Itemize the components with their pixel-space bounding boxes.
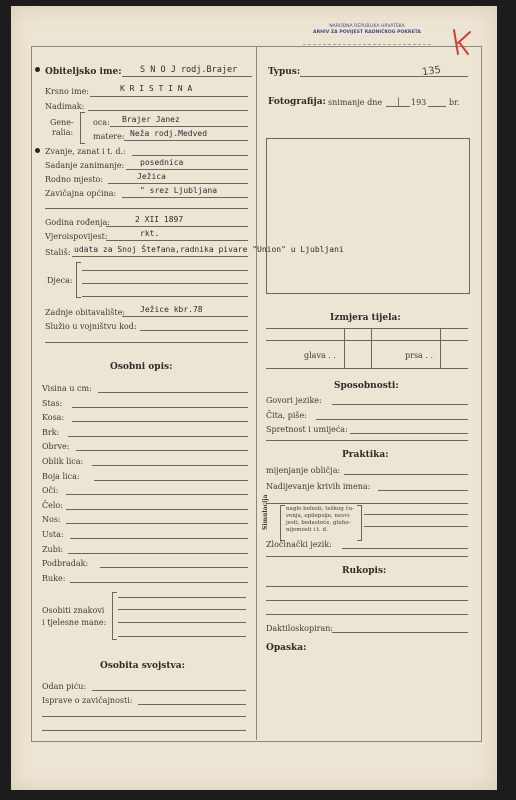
photo-date-sep: | — [397, 97, 400, 106]
personal-description-field-label: Zubi: — [42, 544, 64, 554]
last-residence-value: Ježice kbr.78 — [140, 305, 203, 314]
special-marks-line-2 — [118, 609, 246, 610]
abilities-field-label: Govori jezike: — [266, 396, 322, 405]
religion-value: rkt. — [140, 229, 160, 238]
abilities-line-end — [266, 440, 468, 441]
simulation-line-2 — [364, 526, 468, 527]
fingerprinted-line — [332, 632, 468, 633]
father-line — [110, 126, 248, 127]
personal-description-field-line — [100, 567, 248, 568]
measurements-vline-2 — [371, 328, 372, 368]
typus-line — [300, 76, 468, 77]
measurements-line-bot — [266, 368, 468, 369]
surname-value: S N O J rodj.Brajer — [140, 65, 238, 75]
punch-hole — [35, 148, 40, 153]
remark-label: Opaska: — [266, 643, 307, 653]
practices-line-2 — [266, 503, 468, 504]
special-marks-line-4 — [118, 636, 246, 637]
personal-description-field-label: Stas: — [42, 398, 63, 408]
military-label: Služio u vojništvu kod: — [45, 322, 137, 331]
birthplace-line — [108, 183, 248, 184]
personal-description-field-line — [72, 407, 248, 408]
occupation-label: Zvanje, zanat i t. d.: — [45, 147, 126, 156]
religion-line — [106, 240, 248, 241]
birth-year-value: 2 XII 1897 — [135, 215, 184, 224]
drinker-line — [92, 690, 246, 691]
nickname-label: Nadimak: — [45, 102, 85, 111]
personal-description-field-label: Brk: — [42, 427, 60, 437]
father-label: oca: — [93, 118, 110, 127]
drinker-label: Odan piću: — [42, 682, 87, 691]
simulation-label: Simulacija — [262, 494, 269, 530]
given-name-value: K R I S T I N A — [120, 84, 193, 93]
personal-description-field-line — [92, 465, 248, 466]
domicile-documents-line-1 — [138, 704, 246, 705]
disguise-line — [344, 474, 468, 475]
simulation-text-line: venja, epilepsije, nesvi- — [286, 513, 351, 519]
photo-label: Fotografija: — [268, 97, 326, 107]
personal-description-field-label: Kosa: — [42, 413, 65, 423]
photo-frame — [266, 138, 470, 294]
simulation-bracket-right — [357, 505, 362, 541]
false-names-label: Nadijevanje krivih imena: — [266, 482, 371, 491]
pencil-mark-k-icon — [450, 28, 474, 60]
special-properties-heading: Osobita svojstva: — [100, 661, 185, 671]
measurements-vline-3 — [440, 328, 441, 368]
generalia-label-1: Gene- — [50, 118, 74, 127]
typus-label: Typus: — [268, 67, 301, 77]
domicile-documents-line-2 — [42, 716, 246, 717]
measurements-line-mid — [266, 340, 468, 341]
personal-description-field-line — [72, 421, 248, 422]
given-name-label: Krsno ime: — [45, 87, 89, 96]
home-municipality-line-2 — [45, 208, 248, 209]
personal-description-field-line — [68, 436, 248, 437]
personal-description-field-label: Čelo: — [42, 500, 63, 510]
personal-description-field-line — [66, 523, 248, 524]
home-municipality-label: Zavičajna općina: — [45, 189, 117, 198]
surname-label: Obiteljsko ime: — [45, 67, 122, 77]
personal-description-field-line — [76, 450, 248, 451]
abilities-field-line — [332, 404, 468, 405]
mother-value: Neža rodj.Medved — [130, 129, 208, 138]
simulation-text-line: jesti, bedastoće, gluho- — [286, 520, 351, 526]
current-occupation-value: posednica — [140, 158, 184, 167]
personal-description-heading: Osobni opis: — [110, 362, 173, 372]
personal-description-field-label: Oči: — [42, 486, 59, 496]
punch-hole — [35, 67, 40, 72]
children-label: Djeca: — [47, 276, 73, 285]
special-marks-label-1: Osobiti znakovi — [42, 606, 105, 615]
special-marks-bracket — [112, 592, 117, 640]
measurements-heading: Izmjera tijela: — [330, 313, 401, 323]
disguise-label: mijenjanje obličja: — [266, 466, 341, 475]
marital-status-value: udata za Snoj Štefana,radnika pivare "Union" u Ljubljani — [74, 245, 344, 254]
birthplace-value: Ježica — [137, 172, 166, 181]
photo-year: 193 — [411, 98, 427, 107]
personal-description-field-label: Obrve: — [42, 442, 70, 452]
card-number: 135 — [421, 64, 442, 79]
handwriting-line-2 — [266, 600, 468, 601]
special-marks-line-3 — [118, 622, 246, 623]
photo-number-label: br. — [449, 98, 460, 107]
personal-description-field-line — [66, 509, 248, 510]
personal-description-field-label: Ruke: — [42, 573, 66, 583]
special-marks-line-1 — [118, 597, 246, 598]
personal-description-field-label: Nos: — [42, 515, 61, 525]
personal-description-field-line — [98, 392, 248, 393]
simulation-bracket-left — [280, 505, 285, 541]
simulation-text-line: nijemosti i t. d. — [286, 527, 328, 533]
military-line — [140, 330, 248, 331]
nickname-line — [88, 110, 248, 111]
personal-description-field-label: Boja lica: — [42, 471, 80, 481]
occupation-line — [132, 155, 248, 156]
chest-size-label: prsa . . — [405, 351, 433, 360]
children-bracket — [76, 262, 81, 298]
handwriting-line-3 — [266, 614, 468, 615]
generalia-label-2: ralia: — [52, 128, 74, 137]
personal-description-field-line — [66, 494, 248, 495]
abilities-field-line — [350, 433, 468, 434]
last-residence-line — [122, 316, 248, 317]
personal-description-field-label: Podbradak: — [42, 559, 89, 569]
criminal-language-line — [342, 548, 468, 549]
last-residence-label: Zadnje obitavalište: — [45, 308, 125, 317]
personal-description-field-line — [68, 553, 248, 554]
personal-description-field-line — [94, 480, 248, 481]
children-line-1 — [82, 270, 248, 271]
handwriting-heading: Rukopis: — [342, 566, 387, 576]
home-municipality-value: " srez Ljubljana — [140, 186, 218, 195]
birth-year-line — [106, 226, 248, 227]
abilities-field-label: Čita, piše: — [266, 410, 307, 420]
fingerprinted-label: Daktiloskopiran: — [266, 624, 334, 633]
simulation-text-line: naglo bolesti, teškog ču- — [286, 506, 354, 512]
marital-status-line — [72, 256, 248, 257]
surname-line — [122, 76, 252, 77]
personal-description-field-label: Usta: — [42, 530, 64, 539]
false-names-line — [378, 490, 468, 491]
simulation-text — [286, 506, 354, 534]
religion-label: Vjeroispovijest: — [45, 232, 108, 241]
domicile-documents-label: Isprave o zavičajnosti: — [42, 696, 133, 705]
abilities-field-line — [316, 419, 468, 420]
father-value: Brajer Janez — [122, 115, 180, 124]
abilities-field-label: Spretnost i umijeća: — [266, 425, 348, 434]
given-name-line — [90, 96, 248, 97]
home-municipality-line — [122, 197, 248, 198]
simulation-line-1 — [364, 514, 468, 515]
current-occupation-line — [126, 169, 248, 170]
practices-line-end — [266, 556, 468, 557]
photo-year-line — [428, 106, 446, 107]
personal-description-field-label: Visina u cm: — [42, 384, 92, 393]
personal-description-field-label: Oblik lica: — [42, 457, 84, 466]
mother-line — [124, 140, 248, 141]
generalia-bracket — [80, 112, 85, 144]
birth-year-label: Godina rođenja: — [45, 218, 110, 227]
marital-status-label: Stališ: — [45, 248, 71, 257]
children-line-2 — [82, 283, 248, 284]
children-line-3 — [82, 296, 248, 297]
column-divider — [256, 46, 257, 740]
practices-heading: Praktika: — [342, 450, 389, 460]
personal-description-field-line — [70, 538, 248, 539]
abilities-heading: Sposobnosti: — [334, 381, 399, 391]
birthplace-label: Rodno mjesto: — [45, 175, 104, 184]
special-marks-label-2: i tjelesne mane: — [42, 618, 107, 627]
measurements-vline-1 — [344, 328, 345, 368]
personal-description-field-line — [70, 582, 248, 583]
measurements-line-top — [266, 328, 468, 329]
archive-stamp: NARODNA REPUBLIKA HRVATSKA ARHIV ZA POVIJEST RADNIČKOG POKRETA — [303, 24, 431, 45]
military-line-2 — [45, 342, 248, 343]
handwriting-line-1 — [266, 586, 468, 587]
head-size-label: glava . . — [304, 351, 336, 360]
photo-date-label: snimanje dne — [328, 98, 383, 107]
current-occupation-label: Sadanje zanimanje: — [45, 161, 125, 170]
criminal-language-label: Zločinački jezik: — [266, 540, 332, 549]
mother-label: matere: — [93, 132, 125, 141]
domicile-documents-line-3 — [42, 730, 246, 731]
